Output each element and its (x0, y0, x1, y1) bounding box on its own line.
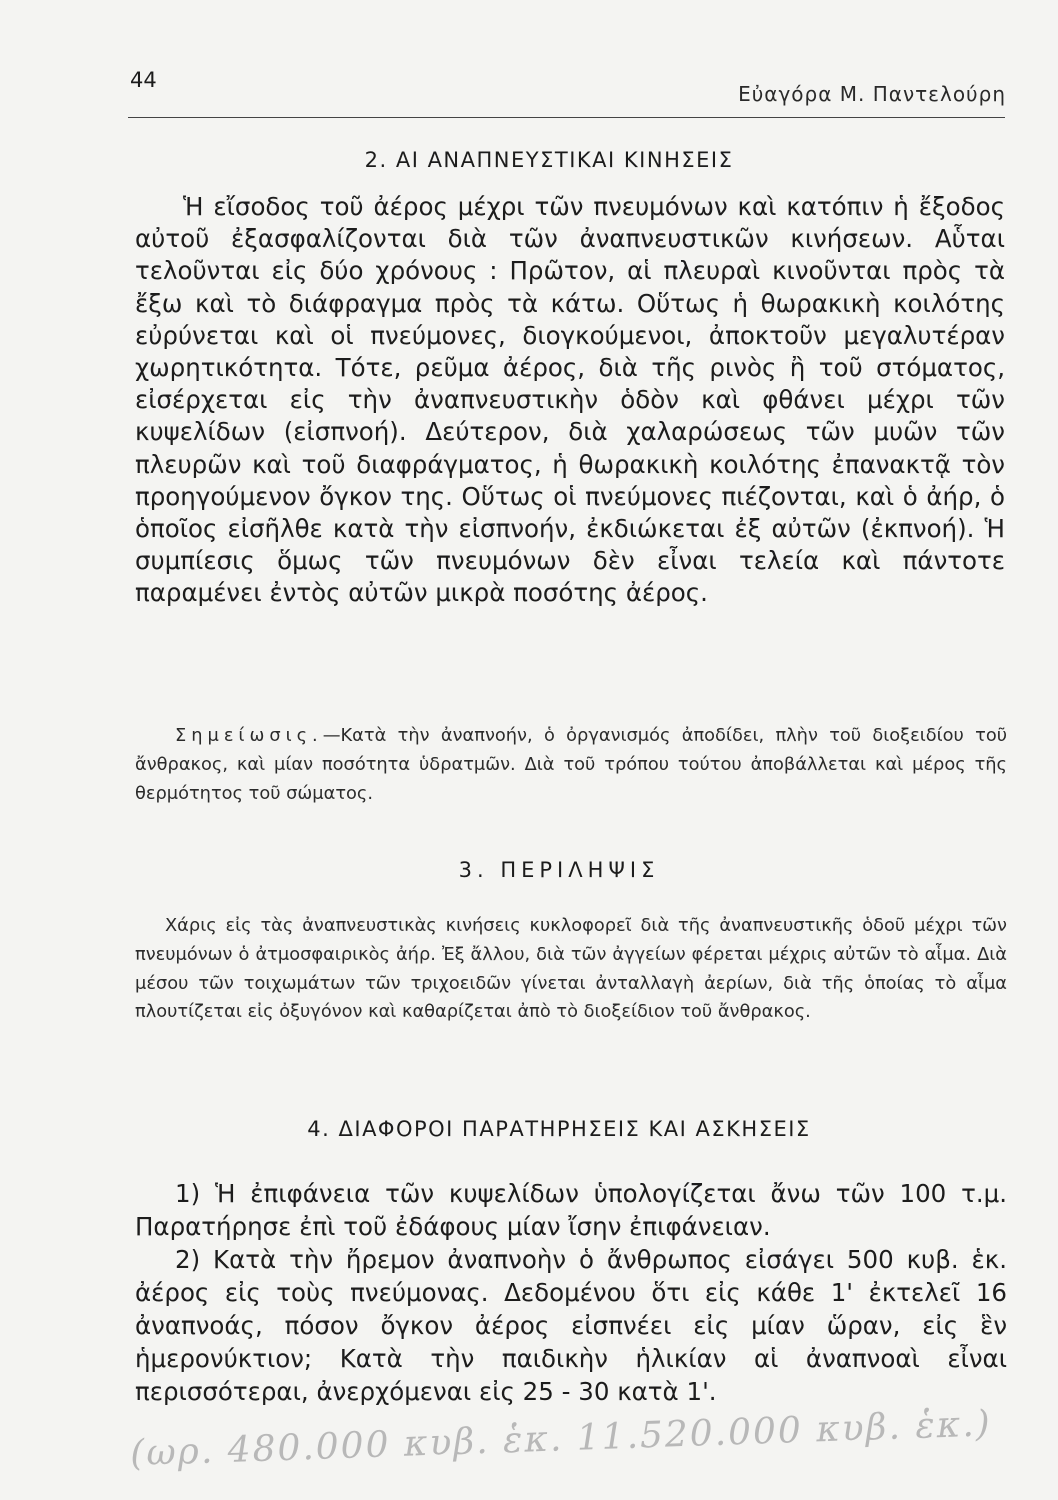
note (135, 722, 1007, 808)
header-rule (128, 117, 1005, 118)
section-4-title: 4. ΔΙΑΦΟΡΟΙ ΠΑΡΑΤΗΡΗΣΕΙΣ ΚΑΙ ΑΣΚΗΣΕΙΣ (307, 1117, 811, 1141)
running-head: Εὐαγόρα Μ. Παντελούρη (738, 82, 1006, 106)
exercise-1: 1) Ἡ ἐπιφάνεια τῶν κυψελίδων ὑπολογίζεται ἄνω τῶν 100 τ.μ. Παρατήρησε ἐπὶ τοῦ ἐδάφους μίαν ἴσην ἐπιφάνειαν. (135, 1179, 1007, 1241)
exercise-2: 2) Κατὰ τὴν ἤρεμον ἀναπνοὴν ὁ ἄνθρωπος εἰσάγει 500 κυβ. ἑκ. ἀέρος εἰς τοὺς πνεύμονας. Δεδομένου ὅτι εἰς κάθε 1' ἐκτελεῖ 16 ἀναπνοάς, πόσον ὄγκον ἀέρος εἰσπνέει εἰς μίαν ὥραν, εἰς ἓν ἡμερονύκτιον; Κατὰ τὴν παιδικὴν ἡλικίαν αἱ ἀναπνοαὶ εἶναι περισσότεραι, ἀνερχόμεναι εἰς 25 - 30 κατὰ 1'. (135, 1245, 1007, 1406)
section-2-body: Ἡ εἴσοδος τοῦ ἀέρος μέχρι τῶν πνευμόνων καὶ κατόπιν ἡ ἔξοδος αὐτοῦ ἐξασφαλίζονται διὰ τῶν ἀναπνευστικῶν κινήσεων. Αὗται τελοῦνται εἰς δύο χρόνους : Πρῶτον, αἱ πλευραὶ κινοῦνται πρὸς τὰ ἔξω καὶ τὸ διάφραγμα πρὸς τὰ κάτω. Οὕτως ἡ θωρακικὴ κοιλότης εὐρύνεται καὶ οἱ πνεύμονες, διογκούμενοι, ἀποκτοῦν μεγαλυτέραν χωρητικότητα. Τότε, ρεῦμα ἀέρος, διὰ τῆς ρινὸς ἢ τοῦ στόματος, εἰσέρχεται εἰς τὴν ἀναπνευστικὴν ὁδὸν καὶ φθάνει μέχρι τῶν κυψελίδων (εἰσπνοή). Δεύτερον, διὰ χαλαρώσεως τῶν μυῶν τῶν πλευρῶν καὶ τοῦ διαφράγματος, ἡ θωρακικὴ κοιλότης ἐπανακτᾷ τὸν προηγούμενον ὄγκον της. Οὕτως οἱ πνεύμονες πιέζονται, καὶ ὁ ἀήρ, ὁ ὁποῖος εἰσῆλθε κατὰ τὴν εἰσπνοήν, ἐκδιώκεται ἐξ αὐτῶν (ἐκπνοή). Ἡ συμπίεσις ὅμως τῶν πνευμόνων δὲν εἶναι τελεία καὶ πάντοτε παραμένει ἐντὸς αὐτῶν μικρὰ ποσότης ἀέρος. (135, 192, 1005, 608)
section-2-title: 2. ΑΙ ΑΝΑΠΝΕΥΣΤΙΚΑΙ ΚΙΝΗΣΕΙΣ (364, 148, 734, 172)
handwritten-pencil-note: (ωρ. 480.000 κυβ. ἑκ. 11.520.000 κυβ. ἑκ.) (129, 1403, 993, 1475)
page-number: 44 (130, 68, 157, 92)
section-3-title: 3. ΠΕΡΙΛΗΨΙΣ (458, 858, 660, 882)
note-label: Σημείωσις. (175, 725, 323, 746)
section-3-body: Χάρις εἰς τὰς ἀναπνευστικὰς κινήσεις κυκλοφορεῖ διὰ τῆς ἀναπνευστικῆς ὁδοῦ μέχρι τῶν πνευμόνων ὁ ἀτμοσφαιρικὸς ἀήρ. Ἐξ ἄλλου, διὰ τῶν ἀγγείων φέρεται μέχρις αὐτῶν τὸ αἷμα. Διὰ μέσου τῶν τοιχωμάτων τῶν τριχοειδῶν γίνεται ἀνταλλαγὴ ἀερίων, διὰ τῆς ὁποίας τὸ αἷμα πλουτίζεται εἰς ὀξυγόνον καὶ καθαρίζεται ἀπὸ τὸ διοξείδιον τοῦ ἄνθρακος. (135, 915, 1007, 1023)
note-text: —Κατὰ τὴν ἀναπνοήν, ὁ ὀργανισμός ἀποδίδει, πλὴν τοῦ διοξειδίου τοῦ ἄνθρακος, καὶ μίαν ποσότητα ὑδρατμῶν. Διὰ τοῦ τρόπου τούτου ἀποβάλλεται καὶ μέρος τῆς θερμότητος τοῦ σώματος. (135, 725, 1007, 804)
